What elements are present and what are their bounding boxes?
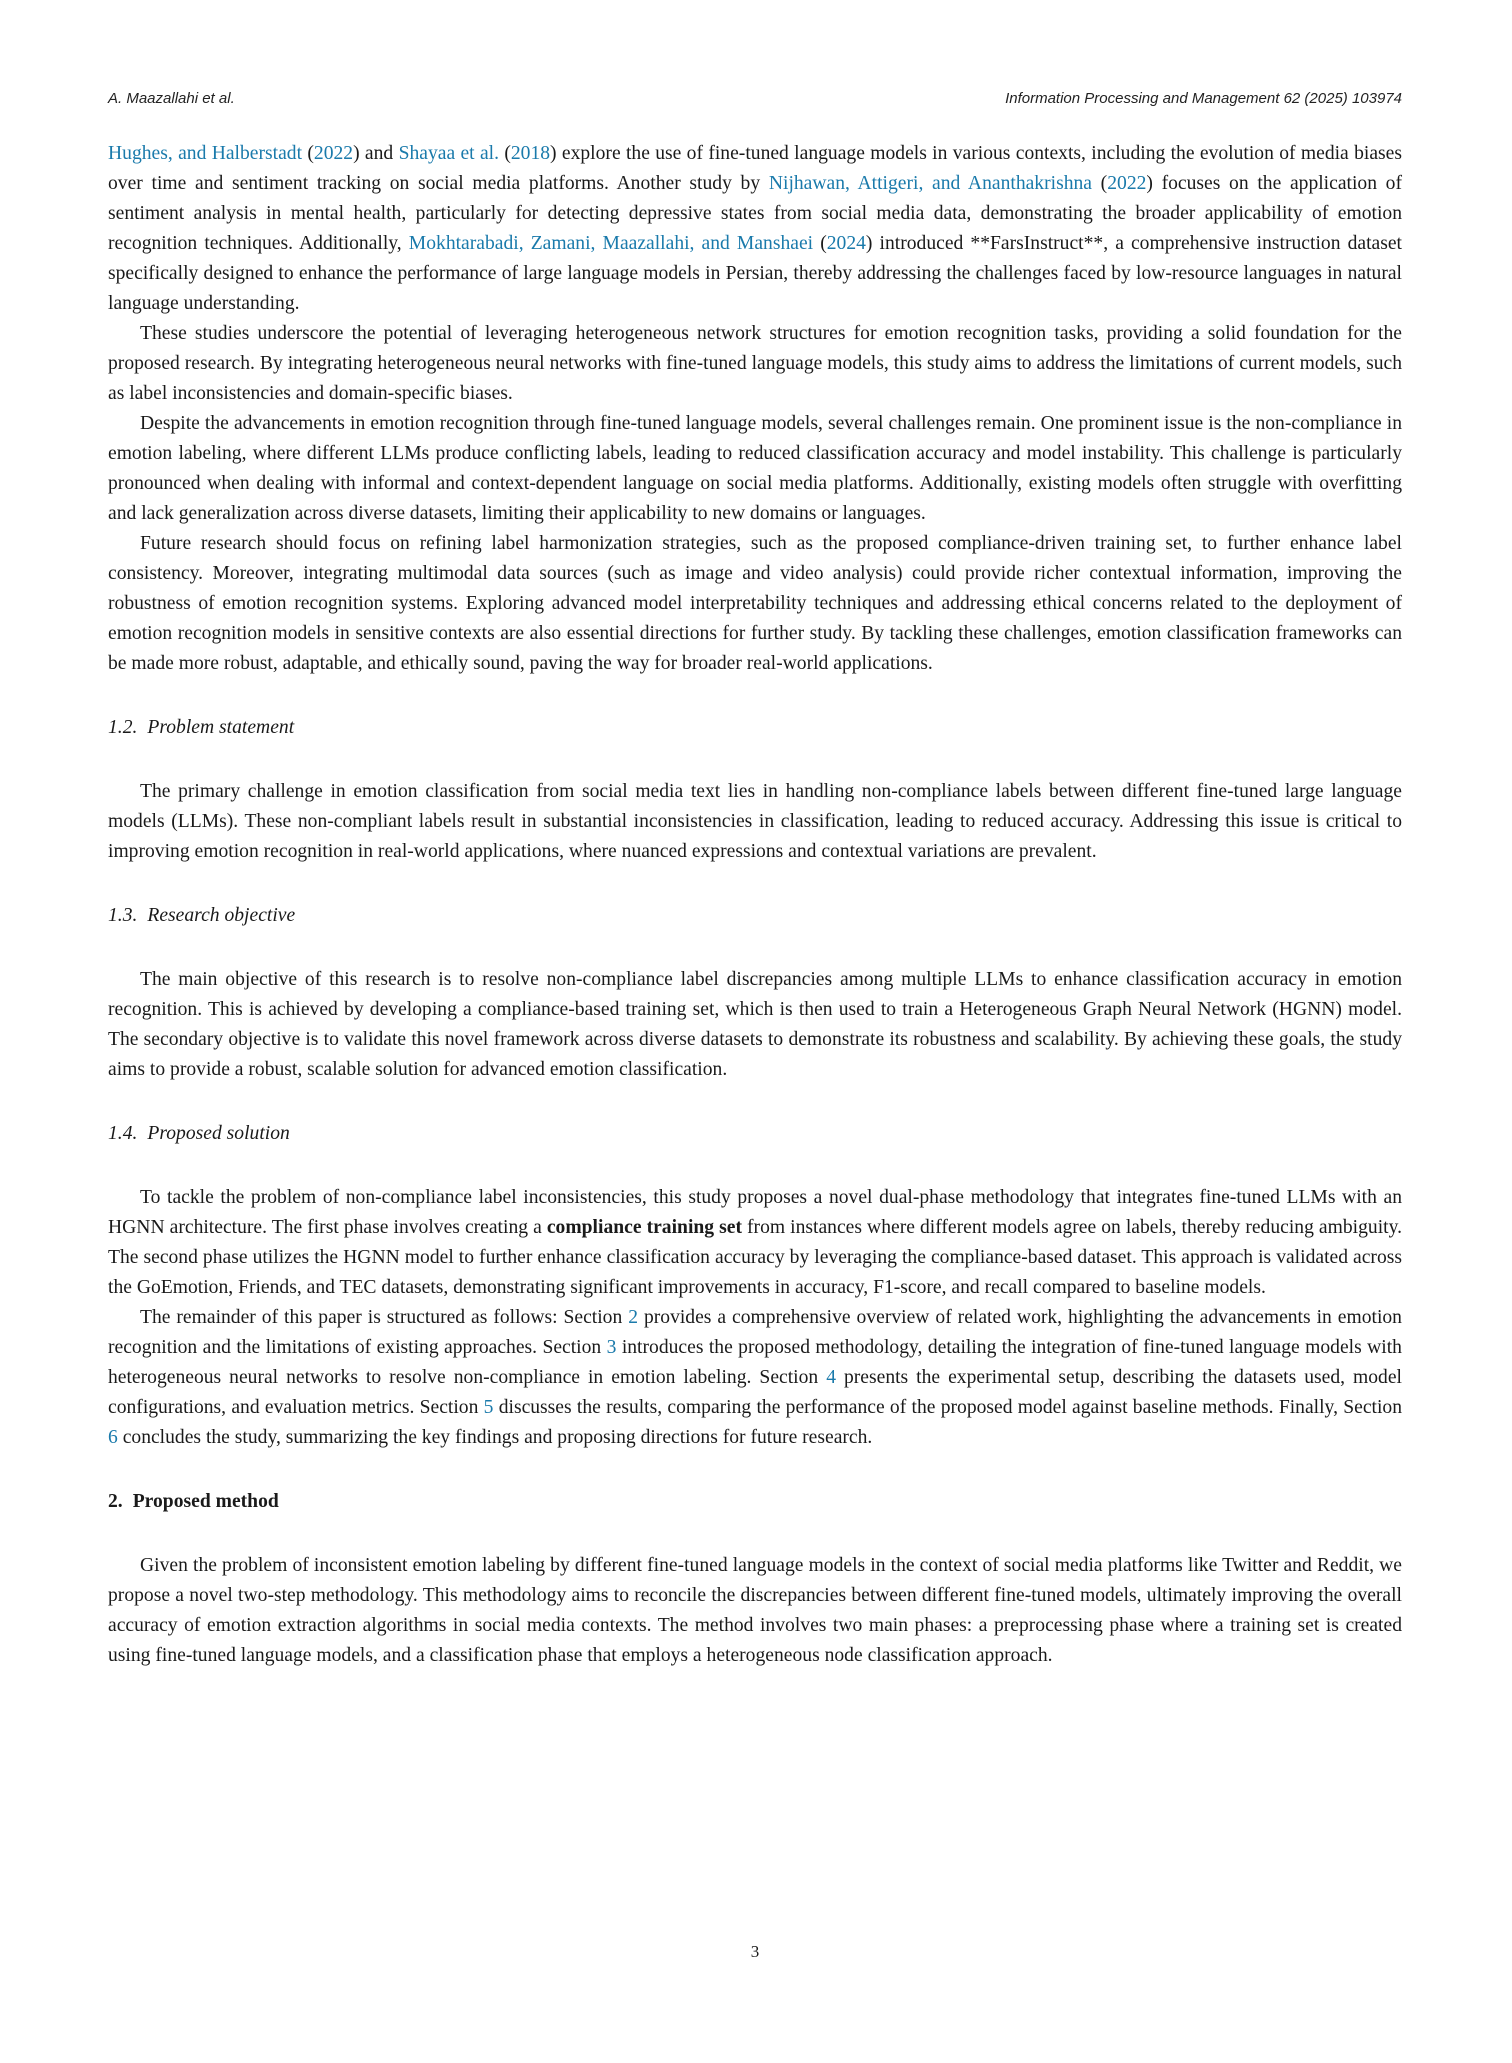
citation-year-link[interactable]: 2022: [313, 143, 354, 164]
citation-year-link[interactable]: 2022: [1107, 173, 1147, 194]
paragraph-4: Future research should focus on refining label harmonization strategies, such as the proposed compliance-driven training set, to further enhance label consistency. Moreover, integrating multimodal data sources (such as image and video analysis) could provide richer contextual information, improving the robustness of emotion recognition systems. Exploring advanced model interpretability techniques and addressing ethical concerns related to the deployment of emotion recognition models in sensitive contexts are also essential directions for further study. By tackling these challenges, emotion classification frameworks can be made more robust, adaptable, and ethically sound, paving the way for broader real-world applications.: [108, 533, 1402, 674]
header-journal: Information Processing and Management 62 (2025) 103974: [1005, 90, 1402, 107]
subsection-heading-proposed-solution: 1.4. Proposed solution: [108, 1123, 290, 1144]
paragraph-1: Hughes, and Halberstadt (2022) and Shayaa et al. (2018) explore the use of fine-tuned language models in various contexts, including the evolution of media biases over time and sentiment tracking on social media platforms. Another study by Nijhawan, Attigeri, and Ananthakrishna (2022) focuses on the application of sentiment analysis in mental health, particularly for detecting depressive states from social media data, demonstrating the broader applicability of emotion recognition techniques. Additionally, Mokhtarabadi, Zamani, Maazallahi, and Manshaei (2024) introduced **FarsInstruct**, a comprehensive instruction dataset specifically designed to enhance the performance of large language models in Persian, thereby addressing the challenges faced by low-resource languages in natural language understanding.: [108, 143, 1403, 314]
section-link-5[interactable]: 5: [483, 1397, 494, 1418]
citation-link[interactable]: Shayaa et al.: [398, 143, 499, 164]
paragraph-6: The main objective of this research is to resolve non-compliance label discrepancies among multiple LLMs to enhance classification accuracy in emotion recognition. This is achieved by developing a compliance-based training set, which is then used to train a Heterogeneous Graph Neural Network (HGNN) model. The secondary objective is to validate this novel framework across diverse datasets to demonstrate its robustness and scalability. By achieving these goals, the study aims to provide a robust, scalable solution for advanced emotion classification.: [108, 969, 1402, 1080]
section-link-4[interactable]: 4: [826, 1367, 836, 1388]
citation-link[interactable]: Mokhtarabadi, Zamani, Maazallahi, and Manshaei: [408, 233, 814, 254]
running-header: [108, 90, 1402, 112]
header-authors: A. Maazallahi et al.: [108, 90, 235, 107]
paragraph-9: Given the problem of inconsistent emotion labeling by different fine-tuned language models in the context of social media platforms like Twitter and Reddit, we propose a novel two-step methodology. This methodology aims to reconcile the discrepancies between different fine-tuned models, ultimately improving the overall accuracy of emotion extraction algorithms in social media contexts. The method involves two main phases: a preprocessing phase where a training set is created using fine-tuned language models, and a classification phase that employs a heterogeneous node classification approach.: [108, 1555, 1402, 1666]
subsection-heading-problem-statement: 1.2. Problem statement: [108, 717, 295, 738]
citation-link[interactable]: Hughes, and Halberstadt: [108, 143, 303, 164]
body-text: [108, 139, 1402, 1671]
paragraph-5: The primary challenge in emotion classification from social media text lies in handling non-compliance labels between different fine-tuned large language models (LLMs). These non-compliant labels result in substantial inconsistencies in classification, leading to reduced accuracy. Addressing this issue is critical to improving emotion recognition in real-world applications, where nuanced expressions and contextual variations are prevalent.: [108, 781, 1402, 862]
section-link-2[interactable]: 2: [628, 1307, 638, 1328]
section-link-3[interactable]: 3: [606, 1337, 617, 1358]
section-heading-proposed-method: 2. Proposed method: [108, 1491, 279, 1512]
section-link-6[interactable]: 6: [108, 1427, 118, 1448]
citation-year-link[interactable]: 2024: [826, 233, 866, 254]
citation-year-link[interactable]: 2018: [510, 143, 551, 164]
citation-link[interactable]: Nijhawan, Attigeri, and Ananthakrishna: [768, 173, 1092, 194]
bold-term: compliance training set: [546, 1217, 742, 1238]
paragraph-8: The remainder of this paper is structured as follows: Section 2 provides a comprehensive overview of related work, highlighting the advancements in emotion recognition and the limitations of existing approaches. Section 3 introduces the proposed methodology, detailing the integration of fine-tuned language models with heterogeneous neural networks to resolve non-compliance in emotion labeling. Section 4 presents the experimental setup, describing the datasets used, model configurations, and evaluation metrics. Section 5 discusses the results, comparing the performance of the proposed model against baseline methods. Finally, Section 6 concludes the study, summarizing the key findings and proposing directions for future research.: [108, 1307, 1403, 1448]
paragraph-7: To tackle the problem of non-compliance label inconsistencies, this study proposes a novel dual-phase methodology that integrates fine-tuned LLMs with an HGNN architecture. The first phase involves creating a compliance training set from instances where different models agree on labels, thereby reducing ambiguity. The second phase utilizes the HGNN model to further enhance classification accuracy by leveraging the compliance-based dataset. This approach is validated across the GoEmotion, Friends, and TEC datasets, demonstrating significant improvements in accuracy, F1-score, and recall compared to baseline models.: [108, 1187, 1403, 1298]
paragraph-3: Despite the advancements in emotion recognition through fine-tuned language models, several challenges remain. One prominent issue is the non-compliance in emotion labeling, where different LLMs produce conflicting labels, leading to reduced classification accuracy and model instability. This challenge is particularly pronounced when dealing with informal and context-dependent language on social media platforms. Additionally, existing models often struggle with overfitting and lack generalization across diverse datasets, limiting their applicability to new domains or languages.: [108, 413, 1402, 524]
page-number: 3: [750, 1942, 760, 1961]
paragraph-2: These studies underscore the potential of leveraging heterogeneous network structures for emotion recognition tasks, providing a solid foundation for the proposed research. By integrating heterogeneous neural networks with fine-tuned language models, this study aims to address the limitations of current models, such as label inconsistencies and domain-specific biases.: [108, 323, 1402, 404]
subsection-heading-research-objective: 1.3. Research objective: [108, 905, 296, 926]
